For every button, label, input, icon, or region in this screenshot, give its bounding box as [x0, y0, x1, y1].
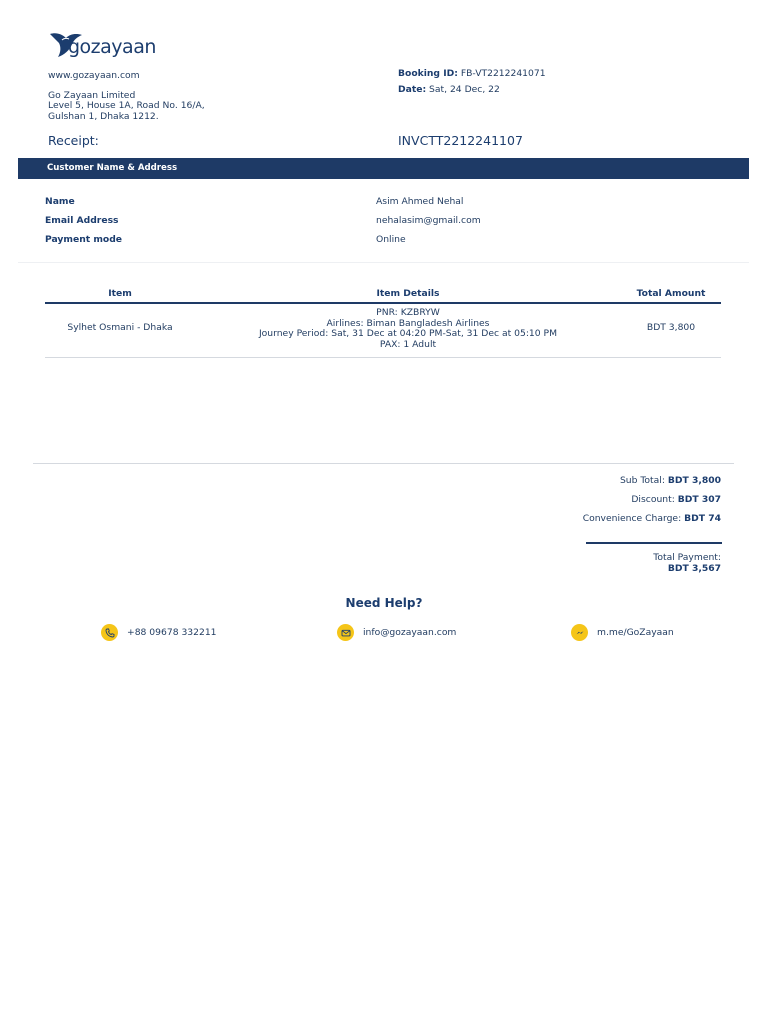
company-name: Go Zayaan Limited — [48, 89, 136, 101]
receipt-number: INVCTT2212241107 — [398, 133, 523, 148]
booking-date-label: Date: — [398, 84, 427, 95]
customer-name-value: Asim Ahmed Nehal — [376, 196, 464, 207]
booking-info — [398, 66, 546, 98]
item-route: Sylhet Osmani - Dhaka — [67, 322, 173, 333]
contact-phone[interactable] — [101, 624, 217, 641]
company-address-line1: Level 5, House 1A, Road No. 16/A, — [48, 100, 205, 111]
total-divider — [586, 542, 722, 544]
booking-date-value: Sat, 24 Dec, 22 — [429, 84, 500, 95]
item-airline: Airlines: Biman Bangladesh Airlines — [326, 317, 490, 329]
item-pnr: PNR: KZBRYW — [376, 307, 440, 318]
need-help-title: Need Help? — [345, 596, 423, 610]
customer-section-header — [18, 158, 749, 179]
brand-name: gozayaan — [68, 36, 156, 58]
item-pax: PAX: 1 Adult — [379, 338, 437, 350]
discount-label: Discount: — [631, 494, 675, 505]
total-value: BDT 3,567 — [667, 563, 721, 574]
company-website[interactable]: www.gozayaan.com — [48, 70, 140, 81]
customer-email-value: nehalasim@gmail.com — [376, 215, 481, 226]
contact-email-text[interactable]: info@gozayaan.com — [363, 627, 457, 638]
total-label: Total Payment: — [653, 552, 721, 563]
booking-id — [398, 66, 546, 82]
subtotal — [620, 475, 721, 486]
customer-email-label: Email Address — [45, 215, 119, 226]
contact-phone-text[interactable]: +88 09678 332211 — [127, 627, 217, 638]
messenger-icon — [571, 624, 588, 641]
customer-name-label: Name — [45, 196, 75, 207]
total-payment — [653, 552, 721, 574]
payment-mode-label: Payment mode — [45, 234, 123, 245]
contact-messenger[interactable] — [571, 624, 674, 641]
subtotal-value: BDT 3,800 — [667, 475, 721, 486]
item-journey-period: Journey Period: Sat, 31 Dec at 04:20 PM-Sat, 31 Dec at 05:10 PM — [258, 328, 558, 339]
table-row-divider — [45, 357, 721, 358]
booking-id-label: Booking ID: — [398, 68, 458, 79]
table-header-divider — [45, 302, 721, 304]
payment-mode-value: Online — [376, 234, 406, 245]
receipt-label: Receipt: — [48, 133, 99, 148]
phone-icon — [101, 624, 118, 641]
items-header-details: Item Details — [376, 288, 440, 299]
company-info — [48, 71, 205, 122]
items-header-item: Item — [108, 288, 132, 299]
convenience-charge — [583, 513, 721, 524]
subtotal-label: Sub Total: — [619, 475, 665, 486]
company-address-line2: Gulshan 1, Dhaka 1212. — [48, 110, 159, 122]
discount — [631, 494, 721, 505]
items-header-amount: Total Amount — [636, 288, 706, 299]
contact-email[interactable] — [337, 624, 456, 641]
discount-value: BDT 307 — [677, 494, 721, 505]
booking-id-value: FB-VT2212241071 — [460, 68, 546, 79]
item-details — [218, 308, 598, 350]
item-amount: BDT 3,800 — [646, 322, 696, 333]
section-divider — [18, 262, 749, 263]
convenience-value: BDT 74 — [684, 513, 721, 524]
booking-date — [398, 82, 546, 98]
contact-messenger-text[interactable]: m.me/GoZayaan — [597, 627, 674, 638]
email-icon — [337, 624, 354, 641]
summary-divider — [33, 463, 734, 464]
convenience-label: Convenience Charge: — [582, 513, 682, 524]
customer-section-title: Customer Name & Address — [47, 163, 178, 173]
